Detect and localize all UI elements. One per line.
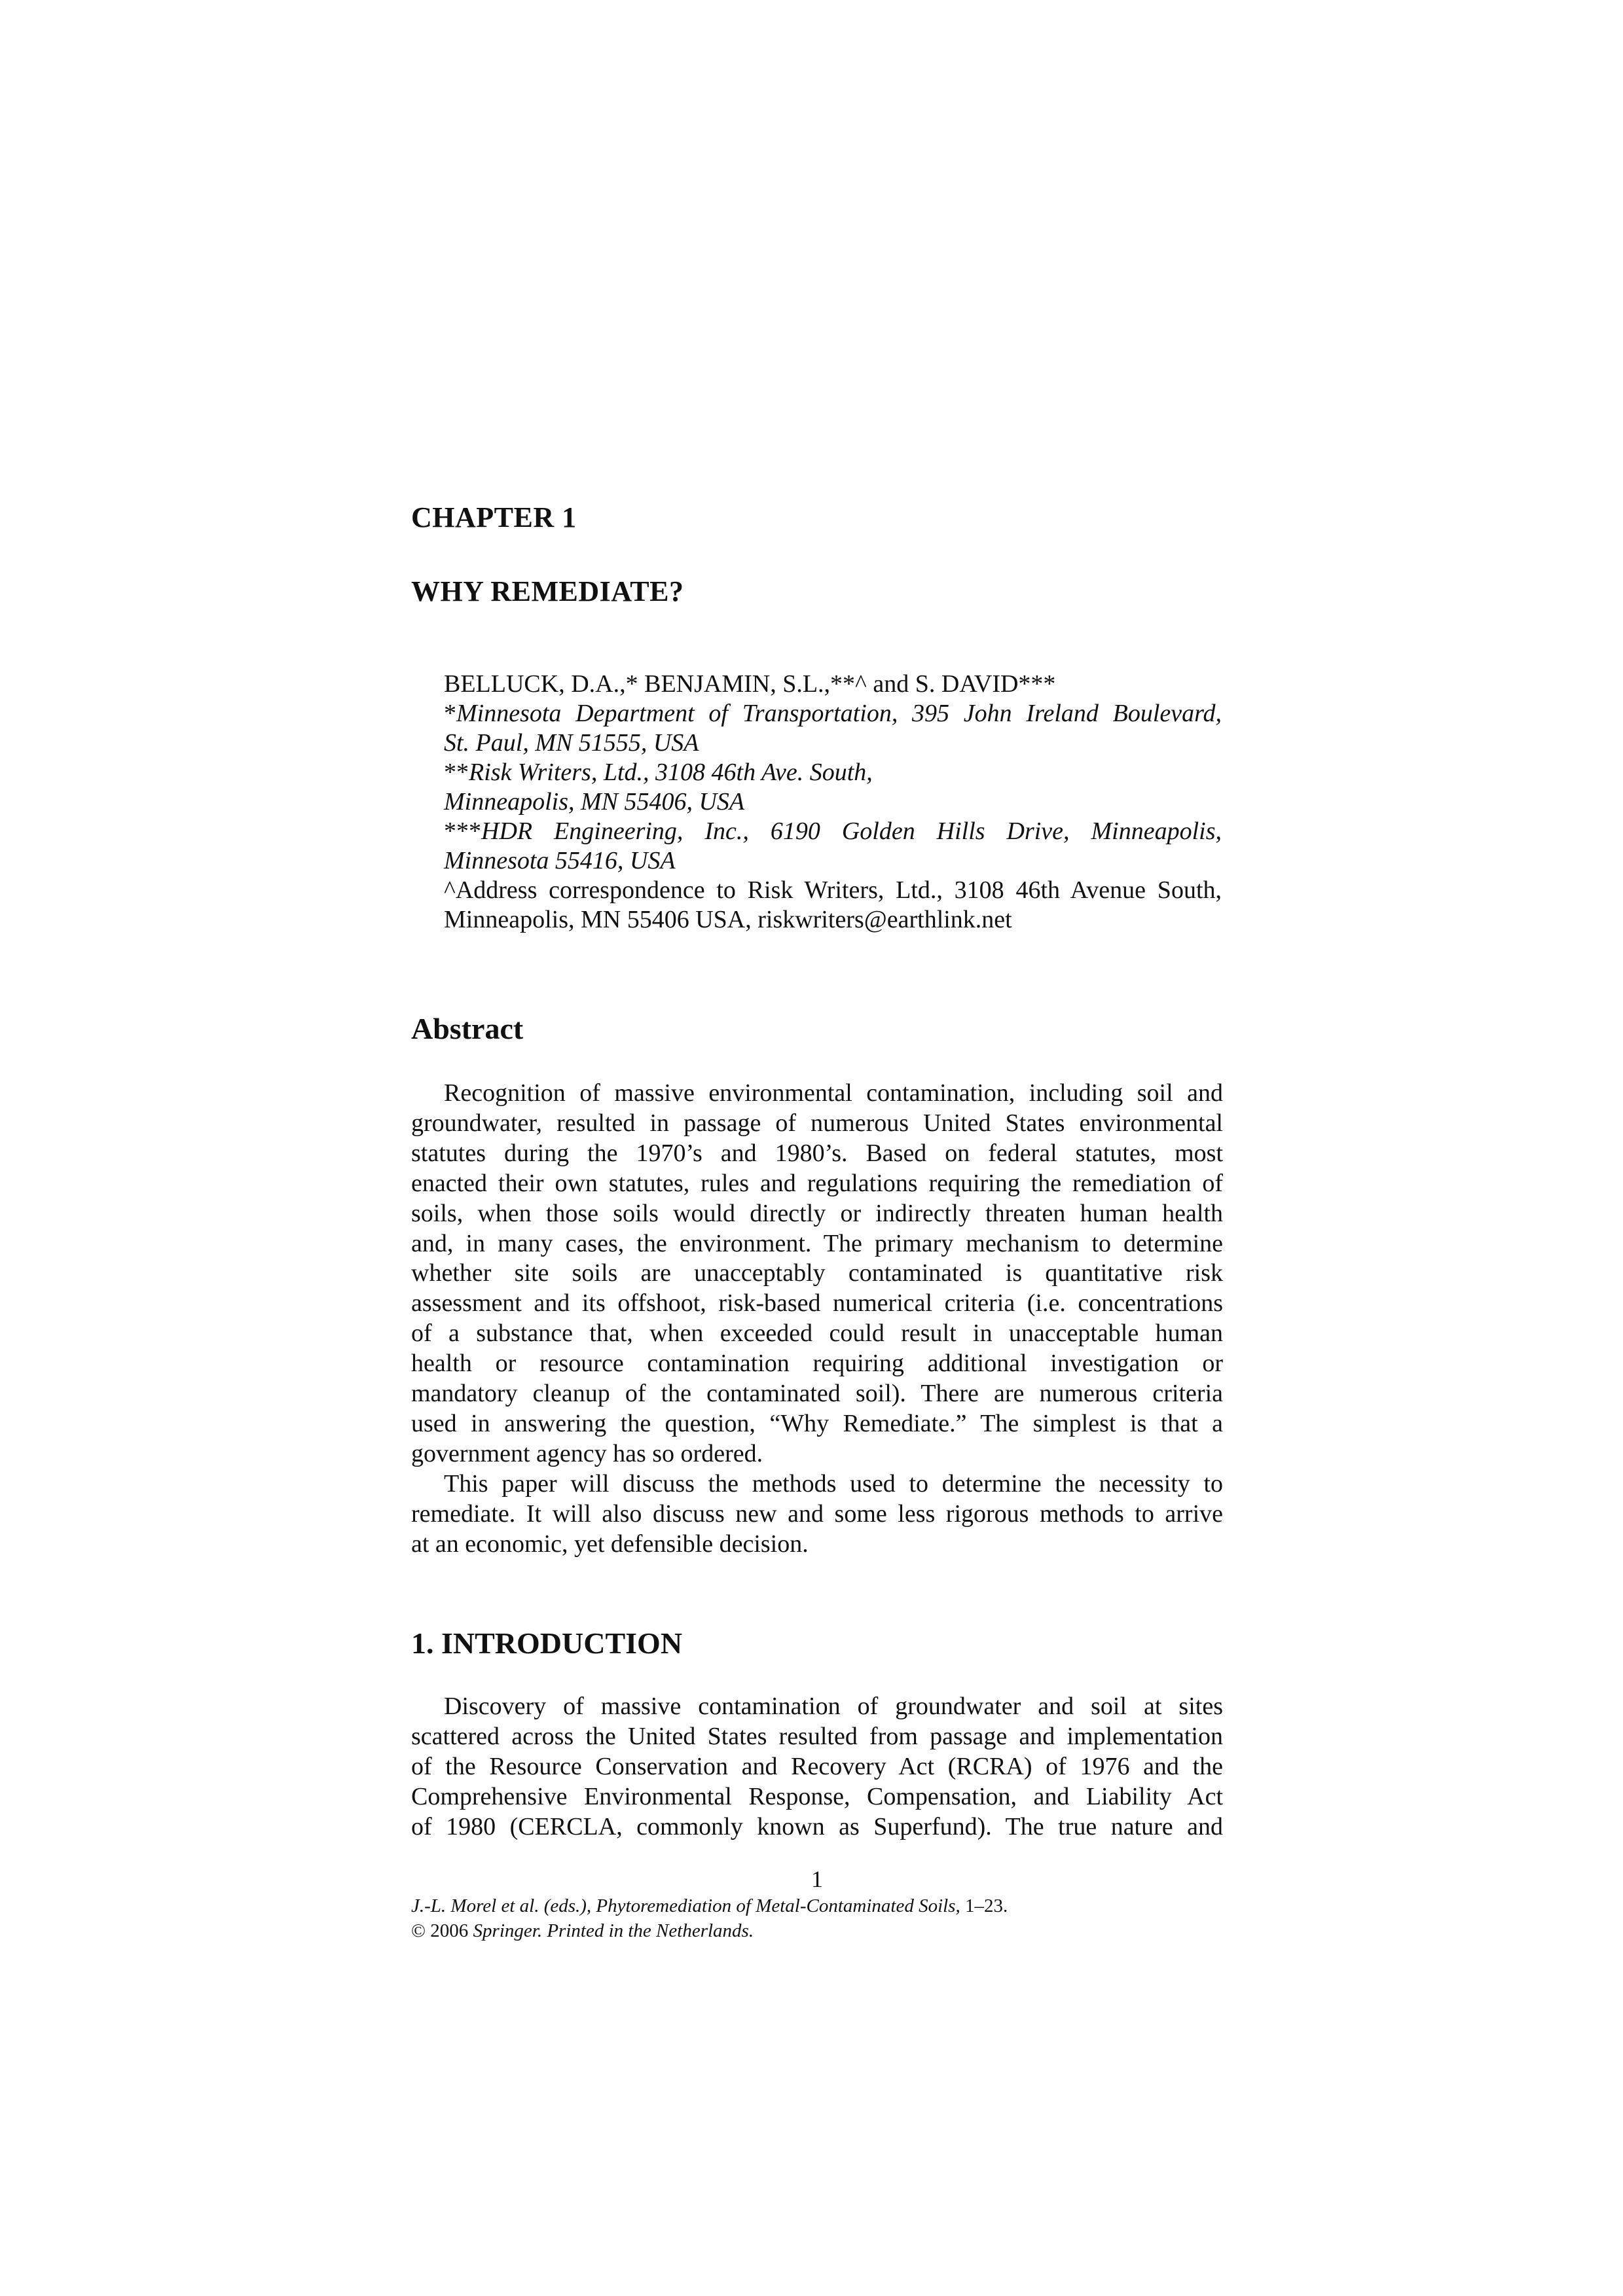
affiliation-3-line-2: Minnesota 55416, USA (444, 847, 676, 874)
footer-editors: J.-L. Morel et al. (eds.), (411, 1895, 592, 1916)
affiliation-1-line-2: St. Paul, MN 51555, USA (444, 729, 699, 757)
paragraph-line: Comprehensive Environmental Response, Compensation, and Liability Act (411, 1782, 1223, 1810)
paragraph-line: soils, when those soils would directly or indirectly threaten human health (411, 1199, 1223, 1227)
paragraph-line: at an economic, yet defensible decision. (411, 1530, 809, 1558)
affiliation-2-line-2: Minneapolis, MN 55406, USA (444, 788, 745, 816)
paragraph-line: of a substance that, when exceeded could result in unacceptable human (411, 1319, 1223, 1348)
affiliation-3-marker: *** (444, 817, 481, 845)
paragraph-line: This paper will discuss the methods used to determine the necessity to (444, 1469, 1223, 1498)
paragraph-line: remediate. It will also discuss new and some less rigorous methods to arrive (411, 1499, 1223, 1528)
paragraph-line: Discovery of massive contamination of groundwater and soil at sites (444, 1693, 1223, 1720)
abstract-body (411, 1079, 1223, 1560)
introduction-paragraph-1 (411, 1692, 1223, 1842)
affiliation-3-line-1 (444, 817, 1222, 846)
footer-line-1 (411, 1893, 1008, 1918)
paragraph-line: groundwater, resulted in passage of numerous United States environmental (411, 1109, 1223, 1137)
footer-book-title: Phytoremediation of Metal-Contaminated Soils, (596, 1895, 960, 1916)
abstract-paragraph-2 (411, 1469, 1223, 1560)
paragraph-line: mandatory cleanup of the contaminated soil). There are numerous criteria (411, 1380, 1223, 1408)
paragraph-line: of the Resource Conservation and Recovery Act (RCRA) of 1976 and the (411, 1752, 1223, 1780)
abstract-heading: Abstract (411, 1012, 524, 1045)
chapter-label: CHAPTER 1 (411, 501, 577, 533)
paragraph-line: of 1980 (CERCLA, commonly known as Superfund). The true nature and (411, 1812, 1223, 1840)
correspondence-line-1: ^Address correspondence to Risk Writers, Ltd., 3108 46th Avenue South, (444, 876, 1222, 904)
correspondence-line-2: Minneapolis, MN 55406 USA, riskwriters@earthlink.net (444, 906, 1012, 933)
introduction-body (411, 1692, 1223, 1842)
footer-pages: 1–23. (964, 1895, 1008, 1916)
paragraph-line: enacted their own statutes, rules and regulations requiring the remediation of (411, 1169, 1223, 1197)
page-number: 1 (811, 1866, 823, 1892)
author-names: BELLUCK, D.A.,* BENJAMIN, S.L.,**^ and S. DAVID*** (444, 670, 1056, 698)
author-block (444, 670, 1222, 935)
affiliation-3-text: HDR Engineering, Inc., 6190 Golden Hills Drive, Minneapolis, (481, 817, 1222, 845)
paragraph-line: statutes during the 1970’s and 1980’s. Based on federal statutes, most (411, 1139, 1223, 1167)
paragraph-line: assessment and its offshoot, risk-based numerical criteria (i.e. concentrations (411, 1289, 1223, 1318)
footer-citation (411, 1893, 1008, 1943)
paragraph-line: used in answering the question, “Why Remediate.” The simplest is that a (411, 1409, 1223, 1437)
footer-copyright: © 2006 (411, 1920, 469, 1941)
affiliation-1-text: Minnesota Department of Transportation, 395 John Ireland Boulevard, (456, 700, 1222, 727)
affiliation-2-line-1 (444, 758, 1222, 787)
affiliation-1-marker: * (444, 700, 456, 727)
abstract-paragraph-1 (411, 1079, 1223, 1469)
chapter-title: WHY REMEDIATE? (411, 575, 684, 607)
paragraph-line: Recognition of massive environmental contamination, including soil and (444, 1079, 1223, 1107)
affiliation-2-marker: ** (444, 759, 469, 786)
footer-publisher: Springer. Printed in the Netherlands. (473, 1920, 754, 1941)
introduction-heading: 1. INTRODUCTION (411, 1626, 683, 1660)
affiliation-1-line-1 (444, 699, 1222, 728)
paragraph-line: health or resource contamination requiring additional investigation or (411, 1350, 1223, 1378)
affiliation-2-text: Risk Writers, Ltd., 3108 46th Ave. South, (469, 759, 873, 786)
footer-line-2 (411, 1918, 1008, 1943)
paragraph-line: whether site soils are unacceptably contaminated is quantitative risk (411, 1259, 1223, 1287)
paragraph-line: government agency has so ordered. (411, 1439, 763, 1467)
paragraph-line: and, in many cases, the environment. The primary mechanism to determine (411, 1229, 1223, 1257)
paragraph-line: scattered across the United States resulted from passage and implementation (411, 1722, 1223, 1750)
